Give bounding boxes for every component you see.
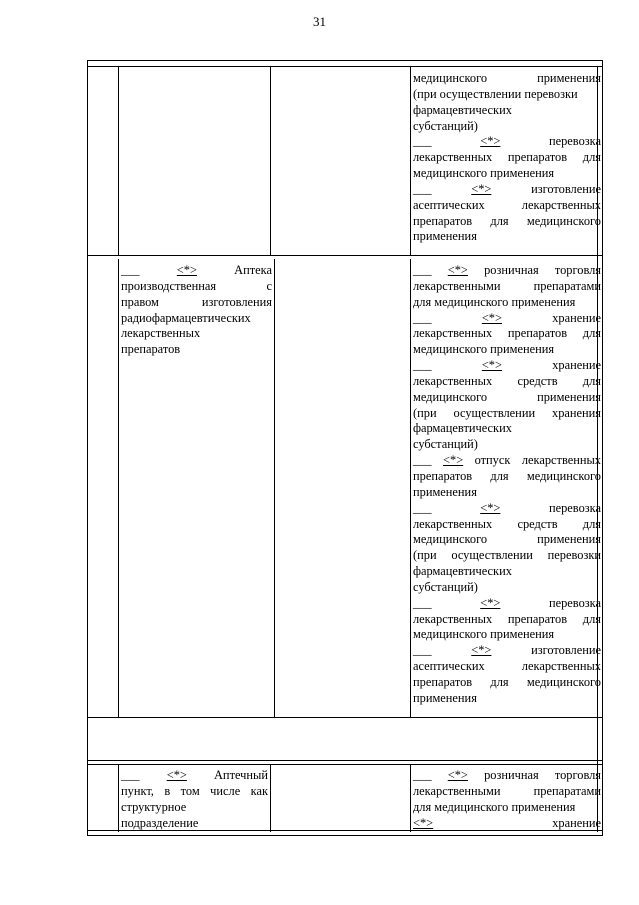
activity-line: лекарственных средств для [413,516,601,531]
activity-paragraph [413,580,601,596]
row3-col3-border [410,764,411,832]
activity-line: ___ <*> изготовление [413,643,601,658]
row1-col3-border [410,66,411,255]
type-line: препаратов [121,342,181,357]
type-line: ___ <*> Аптечный [121,768,268,782]
activity-line: субстанций) [413,579,478,594]
row3-activities-cell [413,768,601,831]
row3-col1-border [118,764,119,832]
section-row-bottom-border [88,760,602,761]
pharmacy-type-paragraph [121,768,268,831]
activity-line: ___ <*> хранение [413,358,601,373]
activity-line: (при осуществлении хранения [413,405,601,420]
activity-line: применения [413,484,477,499]
row1-col2-border [270,66,271,255]
activity-line: медицинского применения [413,71,601,85]
activity-line: лекарственных препаратов для [413,611,601,626]
type-line: лекарственных [121,326,201,341]
activity-paragraph [413,182,601,245]
activity-line: ___ <*> хранение [413,310,601,325]
page-number: 31 [313,14,326,29]
type-line: пункт, в том числе как [121,783,268,798]
activity-line: медицинского применения [413,342,555,357]
row2-col2-border [274,259,275,717]
row2-type-cell [121,263,272,358]
row1-bottom-border [88,255,602,256]
activity-line: препаратов для медицинского [413,213,601,228]
row3-type-cell [121,768,268,831]
pharmacy-type-paragraph [121,263,272,358]
activity-line: медицинского применения [413,627,555,642]
row1-activities-cell [413,71,601,245]
activity-line: ___ <*> перевозка [413,500,601,515]
activity-paragraph [413,768,601,816]
activity-line: <*> хранение [413,815,601,830]
type-line: радиофармацевтических [121,310,251,325]
activity-paragraph [413,263,601,311]
activity-paragraph [413,119,601,135]
type-line: правом изготовления [121,294,272,309]
activity-line: медицинского применения [413,532,601,547]
activity-paragraph [413,134,601,182]
activity-line: ___ <*> перевозка [413,595,601,610]
row2-col3-border [410,259,411,717]
activity-line: субстанций) [413,437,478,452]
row3-col2-border [270,764,271,832]
activity-line: для медицинского применения [413,799,576,814]
row2-activities-cell [413,263,601,707]
row3-top-border [88,764,602,765]
activity-paragraph [413,311,601,359]
activity-line: (при осуществлении перевозки [413,548,601,563]
activity-line: лекарственных препаратов для [413,326,601,341]
activity-paragraph [413,437,601,453]
row1-col1-border [118,66,119,255]
activity-line: ___ <*> изготовление [413,181,601,196]
activity-line: лекарственными препаратами [413,278,601,293]
type-line: подразделение [121,815,199,830]
type-line: структурное [121,799,187,814]
activity-line: асептических лекарственных [413,197,601,212]
activity-line: фармацевтических [413,102,512,117]
activity-line: ___ <*> розничная торговля [413,768,602,782]
row2-bottom-border [88,717,602,718]
activity-line: фармацевтических [413,564,512,579]
activity-line: ___ <*> перевозка [413,134,601,149]
type-line: ___ <*> Аптека [121,263,272,277]
activity-line: для медицинского применения [413,294,576,309]
type-line: производственная с [121,278,272,293]
activity-paragraph [413,596,601,644]
activity-line: лекарственных средств для [413,373,601,388]
activity-line: медицинского применения [413,166,555,181]
activity-line: медицинского применения [413,389,601,404]
activity-paragraph [413,103,601,119]
activity-line: лекарственных препаратов для [413,150,601,165]
activity-paragraph [413,71,601,103]
activity-line: препаратов для медицинского [413,674,601,689]
activity-line: применения [413,690,477,705]
activity-paragraph [413,501,601,580]
activity-paragraph [413,816,601,832]
activity-paragraph [413,643,601,706]
activity-paragraph [413,358,601,437]
activity-line: субстанций) [413,118,478,133]
activity-line: ___ <*> отпуск лекарственных [413,453,602,468]
activity-line: (при осуществлении перевозки [413,86,578,101]
activity-paragraph [413,453,601,501]
activity-line: фармацевтических [413,421,512,436]
activity-line: ___ <*> розничная торговля [413,263,602,277]
activity-line: асептических лекарственных [413,659,601,674]
row2-col1-border [118,259,119,717]
activity-line: применения [413,229,477,244]
table-top-rule [88,66,602,67]
activity-line: препаратов для медицинского [413,468,601,483]
activity-line: лекарственными препаратами [413,783,601,798]
